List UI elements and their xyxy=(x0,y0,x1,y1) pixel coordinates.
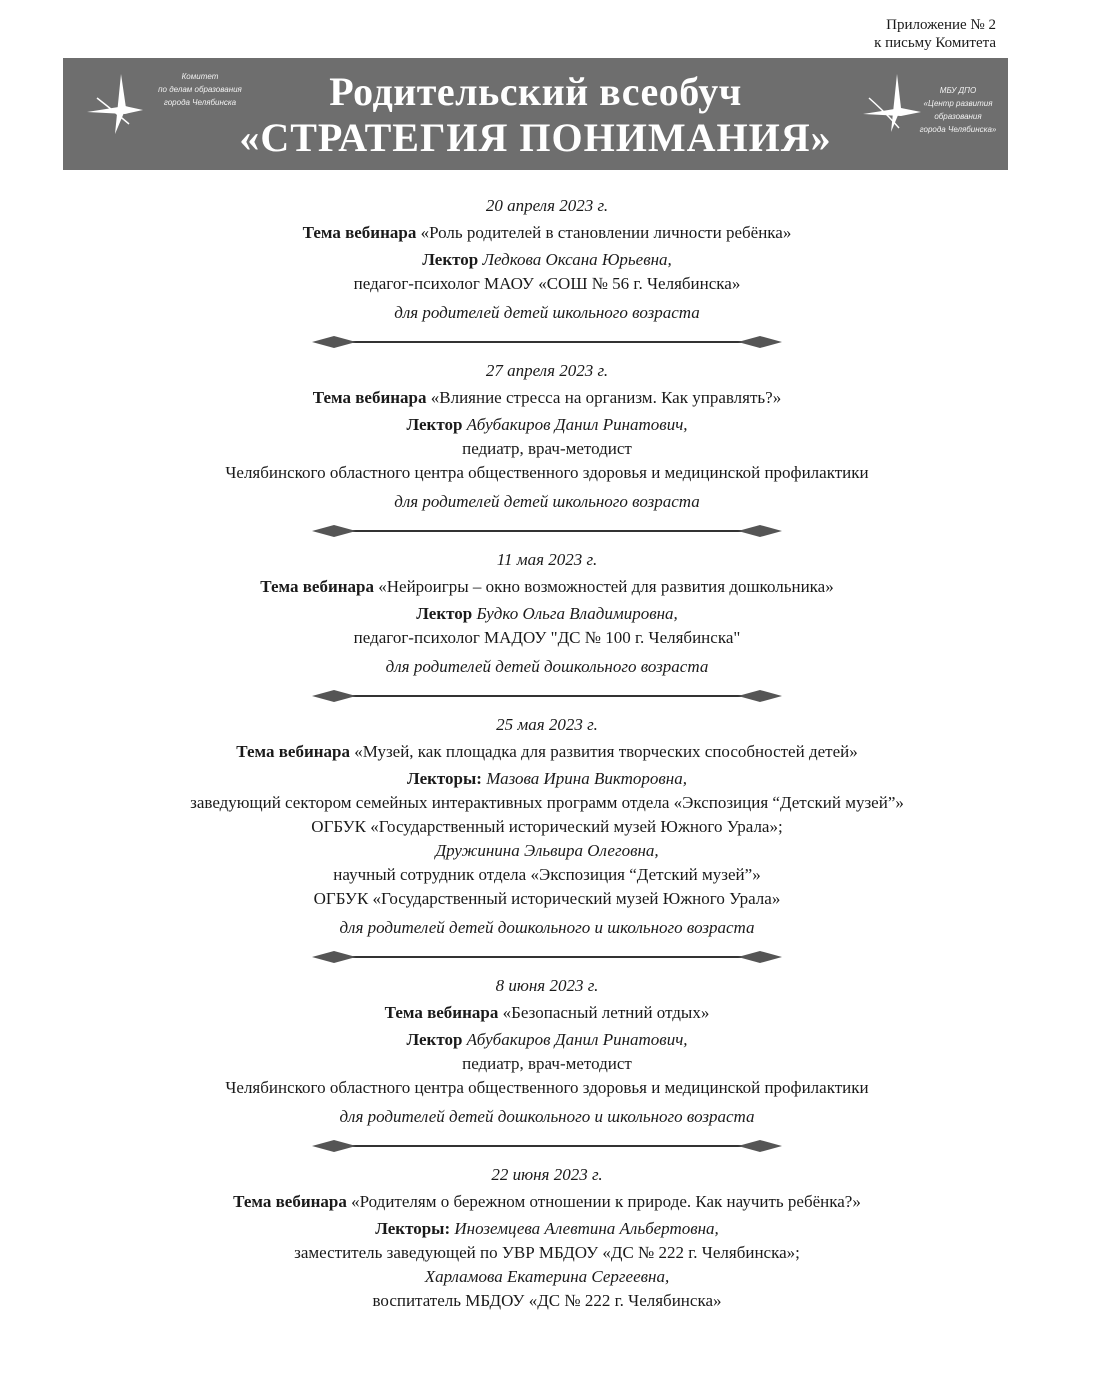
banner-title: Родительский всеобуч xyxy=(329,69,742,114)
event-date: 22 июня 2023 г. xyxy=(491,1165,603,1184)
lecturer-position: педагог-психолог МАДОУ "ДС № 100 г. Челябинска" xyxy=(353,628,741,647)
lecturer-organization: Челябинского областного центра общественного здоровья и медицинской профилактики xyxy=(225,1078,869,1097)
event-date: 25 мая 2023 г. xyxy=(496,715,598,734)
event-audience: для родителей детей дошкольного и школьного возраста xyxy=(339,1107,755,1126)
lecturer-organization: ОГБУК «Государственный исторический музей Южного Урала»; xyxy=(311,817,783,836)
event-topic: Тема вебинара «Родителям о бережном отношении к природе. Как научить ребёнка?» xyxy=(233,1192,861,1211)
center-logo-text: МБУ ДПО «Центр развития образования города Челябинска» xyxy=(919,86,997,134)
section-divider xyxy=(312,1139,782,1153)
section-divider xyxy=(312,950,782,964)
event-audience: для родителей детей дошкольного и школьного возраста xyxy=(339,918,755,937)
section-divider xyxy=(312,335,782,349)
banner-subtitle: «СТРАТЕГИЯ ПОНИМАНИЯ» xyxy=(239,115,832,160)
appendix-letter-ref: к письму Комитета xyxy=(874,35,996,51)
event-date: 27 апреля 2023 г. xyxy=(485,361,609,380)
lecturer-position: заведующий сектором семейных интерактивных программ отдела «Экспозиция “Детский музей”» xyxy=(190,793,904,812)
event-topic: Тема вебинара «Влияние стресса на организм. Как управлять?» xyxy=(312,388,782,407)
appendix-number: Приложение № 2 xyxy=(886,17,996,33)
lecturer-organization: ОГБУК «Государственный исторический музей Южного Урала» xyxy=(313,889,781,908)
lecturer-position: педагог-психолог МАОУ «СОШ № 56 г. Челябинска» xyxy=(353,274,741,293)
second-lecturer-name: Харламова Екатерина Сергеевна, xyxy=(424,1267,670,1286)
header-banner xyxy=(63,58,1008,170)
event-topic: Тема вебинара «Роль родителей в становлении личности ребёнка» xyxy=(302,223,792,242)
section-divider xyxy=(312,689,782,703)
event-lecturer: Лектор Будко Ольга Владимировна, xyxy=(416,604,678,623)
webinar-event xyxy=(0,548,1094,679)
event-lecturer: Лекторы: Мазова Ирина Викторовна, xyxy=(407,769,687,788)
event-topic: Тема вебинара «Безопасный летний отдых» xyxy=(384,1003,710,1022)
webinar-event xyxy=(0,194,1094,325)
lecturer-organization: Челябинского областного центра общественного здоровья и медицинской профилактики xyxy=(225,463,869,482)
event-lecturer: Лектор Абубакиров Данил Ринатович, xyxy=(406,1030,688,1049)
section-divider xyxy=(312,524,782,538)
webinar-event xyxy=(0,359,1094,514)
event-audience: для родителей детей школьного возраста xyxy=(394,303,700,322)
lecturer-position: воспитатель МБДОУ «ДС № 222 г. Челябинска» xyxy=(372,1291,722,1310)
event-date: 11 мая 2023 г. xyxy=(496,550,598,569)
event-audience: для родителей детей школьного возраста xyxy=(394,492,700,511)
event-date: 8 июня 2023 г. xyxy=(495,976,599,995)
second-lecturer-name: Дружинина Эльвира Олеговна, xyxy=(435,841,659,860)
lecturer-position: научный сотрудник отдела «Экспозиция “Детский музей”» xyxy=(333,865,761,884)
lecturer-position: заместитель заведующей по УВР МБДОУ «ДС № 222 г. Челябинска»; xyxy=(294,1243,800,1262)
appendix-note xyxy=(874,16,996,52)
lecturer-position: педиатр, врач-методист xyxy=(462,439,632,458)
webinar-schedule xyxy=(0,194,1094,1313)
webinar-event xyxy=(0,974,1094,1129)
webinar-event xyxy=(0,1163,1094,1313)
event-date: 20 апреля 2023 г. xyxy=(485,196,609,215)
webinar-event xyxy=(0,713,1094,940)
event-topic: Тема вебинара «Музей, как площадка для развития творческих способностей детей» xyxy=(236,742,858,761)
event-audience: для родителей детей дошкольного возраста xyxy=(385,657,709,676)
event-lecturer: Лектор Ледкова Оксана Юрьевна, xyxy=(422,250,672,269)
committee-logo-text: Комитет по делам образования города Челябинска xyxy=(158,72,242,107)
event-lecturer: Лектор Абубакиров Данил Ринатович, xyxy=(406,415,688,434)
event-lecturer: Лекторы: Иноземцева Алевтина Альбертовна, xyxy=(375,1219,719,1238)
center-logo xyxy=(863,68,1008,138)
lecturer-position: педиатр, врач-методист xyxy=(462,1054,632,1073)
event-topic: Тема вебинара «Нейроигры – окно возможностей для развития дошкольника» xyxy=(260,577,834,596)
